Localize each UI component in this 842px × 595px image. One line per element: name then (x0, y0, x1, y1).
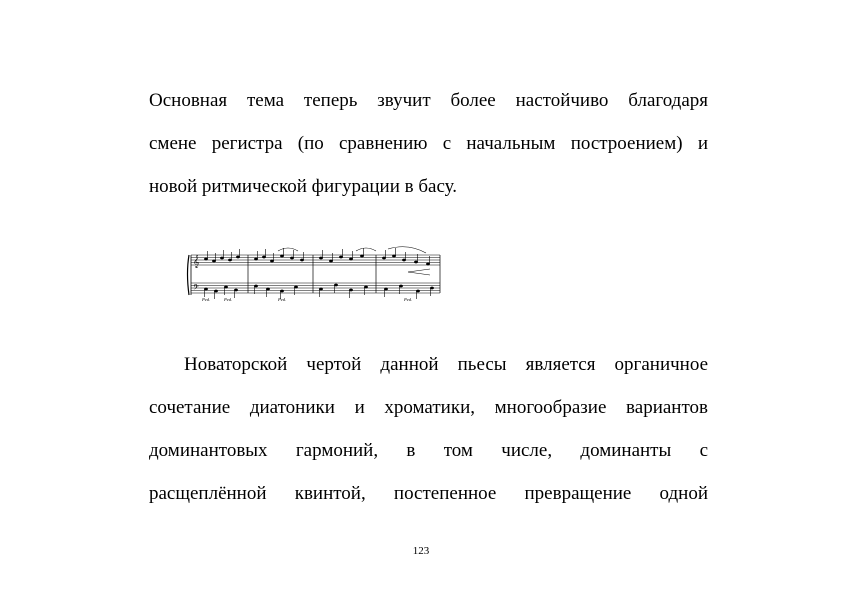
svg-text:𝄢: 𝄢 (193, 284, 199, 294)
paragraph-2-line-2: сочетание диатоники и хроматики, многообразие вариантов (149, 397, 708, 418)
page-number: 123 (412, 545, 430, 557)
pedal-mark-1: Ped. (202, 297, 211, 302)
paragraph-2-line-3: доминантовых гармоний, в том числе, доминанты с (149, 440, 708, 461)
paragraph-2 (149, 343, 708, 515)
paragraph-2-line-4: расщеплённой квинтой, постепенное превращение одной (149, 483, 708, 504)
paragraph-1 (149, 79, 708, 208)
pedal-mark-4: Ped. (404, 297, 413, 302)
pedal-mark-3: Ped. (278, 297, 287, 302)
paragraph-1-line-1: Основная тема теперь звучит более настойчиво благодаря (149, 90, 708, 111)
pedal-mark-2: Ped. (224, 297, 233, 302)
paragraph-2-line-1: Новаторской чертой данной пьесы является органичное (184, 354, 708, 375)
music-example (186, 245, 442, 303)
paragraph-1-line-2: смене регистра (по сравнению с начальным построением) и (149, 133, 708, 154)
paragraph-1-line-3: новой ритмической фигурации в басу. (149, 176, 457, 197)
svg-text:𝄞: 𝄞 (193, 255, 200, 268)
